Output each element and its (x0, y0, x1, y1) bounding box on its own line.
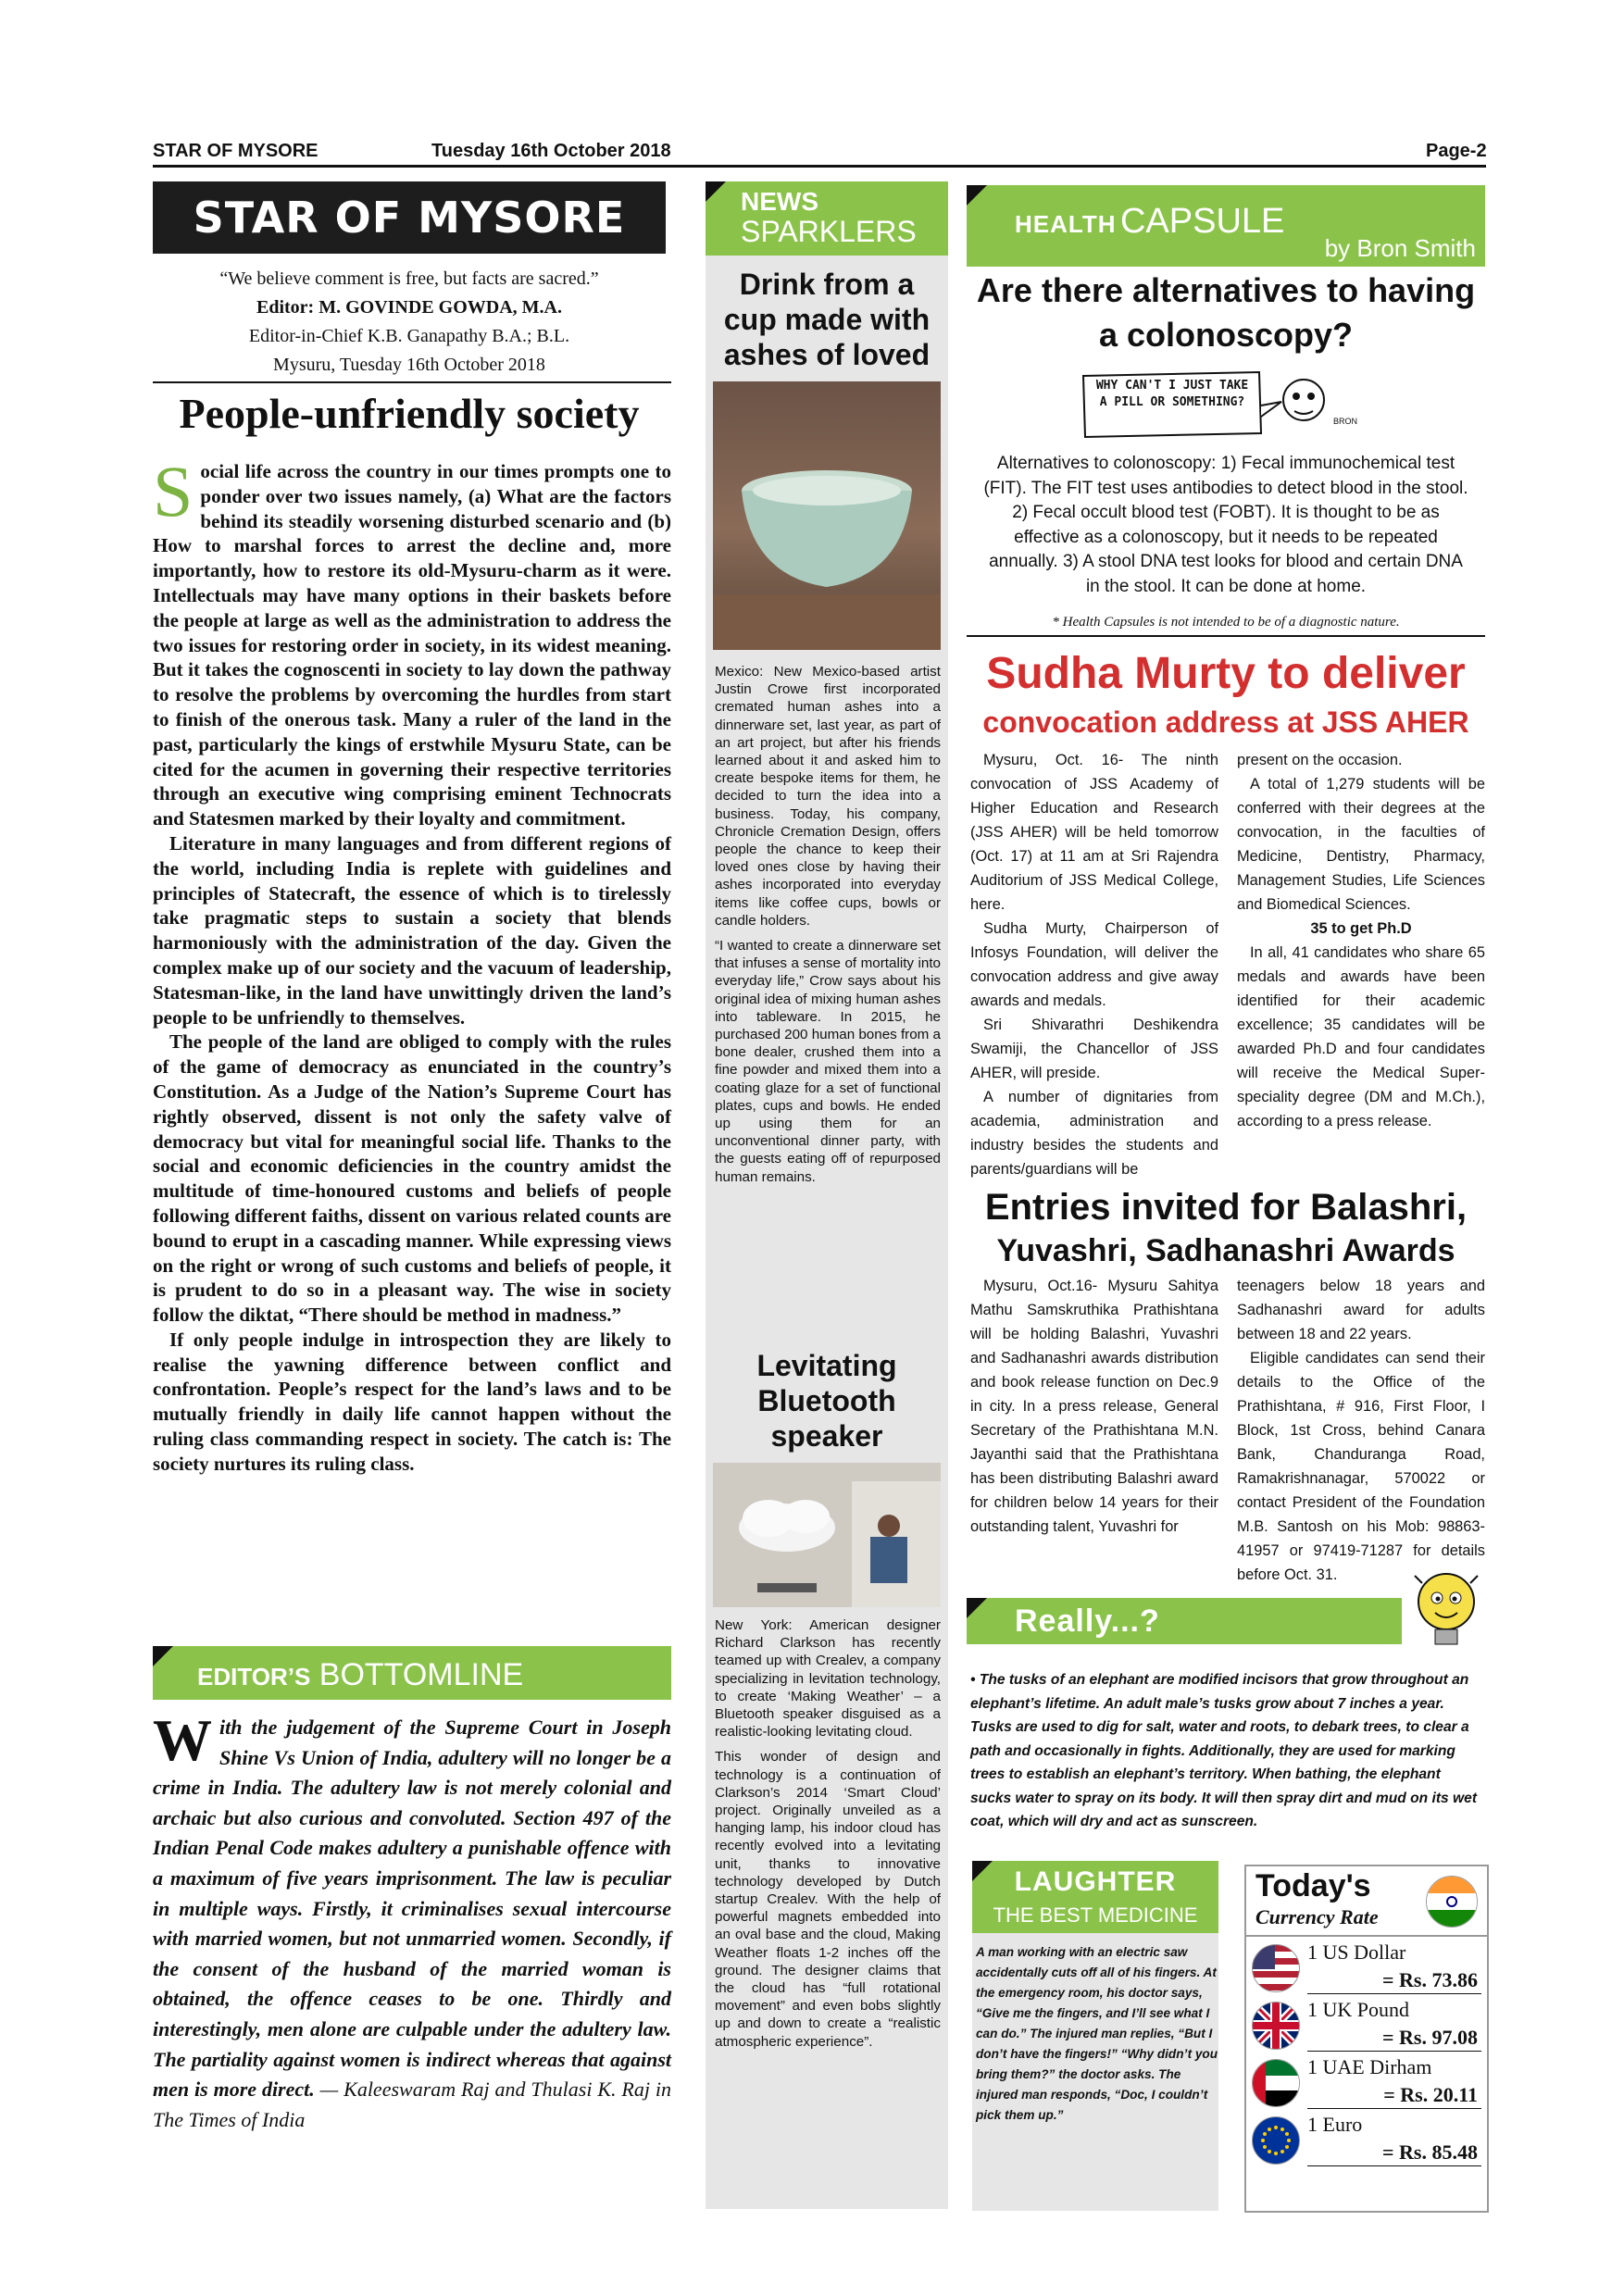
currency-underline (1307, 1993, 1481, 1994)
masthead-editor: Editor: M. GOVINDE GOWDA, M.A. (256, 297, 562, 318)
sparkler2-p2: This wonder of design and technology is a continuation of Clarkson’s 2014 ‘Smart Cloud’ project. Originally unveiled as a hanging lamp, his indoor cloud has recently evolved into a levitating unit, thanks to innovative technology developed by Dutch startup Crealev. With the help of powerful magnets embedded into an oval base and the cloud, Making Weather floats 1-2 inches off the ground. The designer claims that the cloud has “full rotational movement” and even bobs slightly up and down to create a “realistic atmospheric experience”. (715, 1749, 941, 2050)
sudha-p5: present on the occasion. (1237, 752, 1403, 768)
masthead-dateline: Mysuru, Tuesday 16th October 2018 (273, 355, 545, 375)
entries-p2: teenagers below 18 years and Sadhanashri award for adults between 18 and 22 years. (1237, 1278, 1485, 1342)
bottomline-label-bold: EDITOR’S (197, 1663, 311, 1691)
sparkler1-headline: Drink from a cup made with ashes of loved (723, 268, 931, 371)
masthead-motto: “We believe comment is free, but facts are sacred.” (219, 268, 599, 289)
currency-rule (1244, 1935, 1489, 1937)
masthead-editor-in-chief: Editor-in-Chief K.B. Ganapathy B.A.; B.L. (248, 326, 570, 346)
sudha-col1 (970, 748, 1218, 1181)
lightbulb-illustration (1407, 1565, 1485, 1657)
health-question: Are there alternatives to having a colonoscopy? (976, 271, 1476, 354)
sparkler1-photo (713, 381, 941, 650)
health-text: Alternatives to colonoscopy: 1) Fecal immunochemical test (FIT). The FIT test uses antibodies to detect blood in the stool. 2) Fecal occult blood test (FOBT). It is thought to be as effective as a colonoscopy, but it needs to be repeated annually. 3) A stool DNA test looks for blood and certain DNA in the stool. It can be done at home. (983, 454, 1468, 596)
bottomline-credit: — Kaleeswaram Raj and Thulasi K. Raj in The Times of India (153, 2078, 671, 2131)
currency-name: 1 UK Pound (1307, 1998, 1410, 2021)
entries-headline: Entries invited for Balashri, (984, 1187, 1468, 1228)
entries-p1: Mysuru, Oct.16- Mysuru Sahitya Mathu Samskruthika Prathishtana will be holding Balashri, Yuvashri and Sadhanashri awards distribution and book release function on Dec.9 in city. In a press release, General Secretary of the Prathishtana M.N. Jayanthi said that the Prathishtana has been distributing Balashri award for children below 14 years for their outstanding talent, Yuvashri for (970, 1278, 1218, 1535)
health-disclaimer: * Health Capsules is not intended to be of a diagnostic nature. (1052, 615, 1400, 630)
currency-name: 1 US Dollar (1307, 1940, 1406, 1964)
health-capsule-banner (967, 185, 1485, 267)
uk-flag-icon (1252, 2002, 1300, 2050)
currency-value: = Rs. 85.48 (1382, 2140, 1478, 2164)
currency-subtitle: Currency Rate (1255, 1905, 1379, 1928)
header-date: Tuesday 16th October 2018 (431, 141, 671, 161)
laughter-label2: THE BEST MEDICINE (993, 1903, 1198, 1927)
sudha-subhead: 35 to get Ph.D (1310, 920, 1412, 937)
editorial-p3: The people of the land are obliged to comply with the rules of the game of democracy as enunciated in the country’s Constitution. As a Judge of the Nation’s Supreme Court has rightly observed, dissent is not only the safety valve of democracy but vital for meaningful social life. Thanks to the social and economic deficiencies in the country amidst the multitude of time-honoured customs and beliefs of people following different faiths, dissent on various related counts are bound to erupt in a cascading manner. While expressing views on the right or wrong of such customs and beliefs of people, it is prudent to do so in a pleasant way. The wise in society follow the diktat, “There should be method in madness.” (153, 1030, 671, 1327)
editorial-body (153, 451, 671, 1477)
entries-p3: Eligible candidates can send their details to the Office of the Prathishtana, # 916, First Floor, I Block, 1st Cross, behind Canara Bank, Chanduranga Road, Ramakrishnanagar, 570022 or contact President of the Foundation M.B. Santosh on his Mob: 98863-41957 or 97419-71287 for details before Oct. 31. (1237, 1350, 1485, 1583)
masthead-info (153, 265, 666, 380)
cartoon-speech: WHY CAN'T I JUST TAKE A PILL OR SOMETHING? (1095, 379, 1249, 409)
sparkler1-text (715, 663, 941, 1193)
uae-flag-icon (1252, 2059, 1300, 2107)
laughter-label1: LAUGHTER (1014, 1866, 1177, 1897)
editorial-p1: ocial life across the country in our times prompts one to ponder over two issues namely, (a) What are the factors behind its steadily worsening disturbed scenario and (b) How to marshal forces to arrest the decline and, more importantly, how to restore its old-Mysuru-charm as it were. Intellectuals may have many options in their baskets before the people at large as well as the administration to address the two issues for restoring order in society, in its widest meaning. But it takes the cognoscenti in society to lay down the pathway to resolve the problems by overcoming the hurdles from start to finish of the onerous task. Many a ruler of the land in the past, particularly the kings of erstwhile Mysuru State, can be cited for the acumen in governing their respective territories through an executive wing comprising eminent Technocrats and Statesmen marked by their loyalty and commitment. (153, 460, 671, 830)
banner-corner (153, 1646, 173, 1666)
banner-corner (967, 1598, 987, 1618)
sudha-subheadline: convocation address at JSS AHER (982, 705, 1469, 739)
entries-col1 (970, 1274, 1218, 1539)
really-body: The tusks of an elephant are modified incisors that grow throughout an elephant’s lifetime. An adult male’s tusks grow about 7 inches a year. Tusks are used to dig for salt, water and roots, to debark trees, to clear a path and occasionally in fights. Additionally, they are used for marking trees to establish an elephant’s territory. When bathing, the elephant sucks water to spray on its body. It will then spray dirt and mud on its wet coat, which will dry and act as sunscreen. (970, 1672, 1478, 1829)
sparkler2-text (715, 1616, 941, 2058)
editorial-dropcap: S (153, 451, 194, 531)
sparkler2-headline: Levitating Bluetooth speaker (756, 1349, 897, 1453)
masthead-logo: STAR OF MYSORE (153, 181, 666, 254)
currency-underline (1307, 2165, 1481, 2166)
sudha-headline: Sudha Murty to deliver (986, 649, 1466, 698)
currency-name: 1 Euro (1307, 2113, 1363, 2136)
header-paper-name: STAR OF MYSORE (153, 141, 319, 161)
bottomline-banner (153, 1646, 671, 1700)
currency-underline (1307, 2051, 1481, 2052)
sudha-p1: Mysuru, Oct. 16- The ninth convocation of JSS Academy of Higher Education and Research (JSS AHER) will be held tomorrow (Oct. 17) at 11 am at Sri Rajendra Auditorium of JSS Medical College, here. (970, 752, 1218, 913)
bottomline-dropcap: W (153, 1707, 212, 1773)
laughter-text: A man working with an electric saw accidentally cuts off all of his fingers. At the emergency room, his doctor says, “Give me the fingers, and I’ll see what I can do.” The injured man replies, “But I don’t have the fingers!” “Why didn’t you bring them?” the doctor asks. The injured man responds, “Doc, I couldn’t pick them up.” (976, 1945, 1218, 2122)
sparkler1-p1: Mexico: New Mexico-based artist Justin Crowe first incorporated cremated human ashes into a dinnerware set, last year, as part of an art project, but after his friends learned about it and asked him to create bespoke items for them, he decided to turn the idea into a business. Today, his company, Chronicle Cremation Design, offers people the chance to keep their loved ones close by having their ashes incorporated into everyday items like coffee cups, bowls or candle holders. (715, 664, 941, 929)
bowl-illustration (713, 381, 941, 650)
health-label-bold: HEALTH (1015, 210, 1117, 238)
entries-col2 (1237, 1274, 1485, 1587)
us-flag-icon (1252, 1944, 1300, 1992)
editorial-p2: Literature in many languages and from different regions of the world, including India is replete with guidelines and principles of Statecraft, the essence of which is to tirelessly take pragmatic steps to sustain a society that blends harmoniously with the administration of the day. Given the complex make up of our society and the vacuum of leadership, Statesman-like, in the land have unwittingly driven the land’s people to be unfriendly to themselves. (153, 831, 671, 1029)
india-flag-icon (1426, 1876, 1478, 1928)
really-text (970, 1668, 1485, 1834)
health-rule (967, 635, 1485, 637)
sudha-p3: Sri Shivarathri Deshikendra Swamiji, the Chancellor of JSS AHER, will preside. (970, 1017, 1218, 1081)
currency-underline (1307, 2108, 1481, 2109)
really-label: Really...? (1015, 1603, 1160, 1639)
sparkler2-p1: New York: American designer Richard Clarkson has recently teamed up with Crealev, a company specializing in levitation technology, to create ‘Making Weather’ – a Bluetooth speaker disguised as a realistic-looking levitating cloud. (715, 1617, 941, 1741)
currency-row-eur (1252, 2113, 1481, 2168)
banner-corner (967, 185, 987, 206)
bottomline-text (153, 1707, 671, 2135)
health-label-light: CAPSULE (1119, 202, 1285, 241)
cloud-speaker-illustration (713, 1463, 941, 1607)
masthead-rule (153, 381, 671, 383)
currency-row-usd (1252, 1940, 1481, 1996)
bullet-icon: • (970, 1672, 980, 1688)
sudha-p2: Sudha Murty, Chairperson of Infosys Foundation, will deliver the convocation address and give away awards and medals. (970, 920, 1218, 1009)
currency-row-aed (1252, 2055, 1481, 2111)
svg-text:BRON: BRON (1333, 417, 1358, 426)
editorial-title: People-unfriendly society (179, 390, 640, 437)
sudha-p6: A total of 1,279 students will be conferred with their degrees at the convocation, in the faculties of Medicine, Dentistry, Pharmacy, Management Studies, Life Sciences and Biomedical Sciences. (1237, 776, 1485, 913)
header-page: Page-2 (1426, 141, 1487, 161)
news-label2: SPARKLERS (741, 215, 917, 248)
lightbulb-icon (1407, 1565, 1485, 1657)
banner-corner (706, 181, 726, 202)
news-label1: NEWS (741, 187, 818, 216)
health-cartoon (1078, 368, 1359, 443)
currency-title: Today's (1255, 1868, 1371, 1903)
really-banner (967, 1598, 1402, 1644)
eu-flag-icon (1252, 2116, 1300, 2165)
laughter-banner (972, 1861, 1218, 1933)
currency-value: = Rs. 73.86 (1382, 1968, 1478, 1991)
sparkler2-photo (713, 1463, 941, 1607)
editorial-p4: If only people indulge in introspection they are likely to realise the yawning difference between conflict and confrontation. People’s respect for the land’s laws and to be mutually friendly in daily life cannot happen without the ruling class commanding respect in society. The catch is: The society nurtures its ruling class. (153, 1328, 671, 1475)
currency-value: = Rs. 97.08 (1382, 2026, 1478, 2049)
sudha-p7: In all, 41 candidates who share 65 medals and awards have been identified for their academic excellence; 35 candidates will be awarded Ph.D and four candidates will receive the Medical Super-speciality degree (DM and M.Ch.), according to a press release. (1237, 944, 1485, 1129)
bottomline-body: ith the judgement of the Supreme Court in Joseph Shine Vs Union of India, adultery will no longer be a crime in India. The adultery law is not merely colonial and archaic but also curious and convoluted. Section 497 of the Indian Penal Code makes adultery a punishable offence with a maximum of five years imprisonment. The law is peculiar in multiple ways. Firstly, it criminalises sexual intercourse with married women, but not unmarried women. Secondly, if the consent of the husband of the married woman is obtained, the offence ceases to be one. Thirdly and interestingly, men alone are culpable under the adultery law. The partiality against women is indirect whereas that against men is more direct. (153, 1716, 671, 2102)
bottomline-label-light: BOTTOMLINE (319, 1657, 524, 1692)
sudha-col2 (1237, 748, 1485, 1133)
sudha-p4: A number of dignitaries from academia, administration and industry besides the students and parents/guardians will be (970, 1089, 1218, 1178)
currency-row-gbp (1252, 1998, 1481, 2053)
news-sparklers-banner (706, 181, 948, 256)
currency-name: 1 UAE Dirham (1307, 2055, 1432, 2078)
currency-value: = Rs. 20.11 (1383, 2083, 1478, 2106)
sparkler1-p2: “I wanted to create a dinnerware set that infuses a sense of mortality into everyday life,” Crow says about his original idea of mixing human ashes into tableware. In 2015, he purchased 200 human bones from a bone dealer, crushed them into a fine powder and mixed them into a coating glaze for a set of functional plates, cups and bowls. He ended up using them for an unconventional dinner party, with the guests eating off of repurposed human remains. (715, 938, 942, 1185)
health-byline: by Bron Smith (1324, 234, 1476, 262)
header-rule (153, 165, 1486, 168)
entries-subheadline: Yuvashri, Sadhanashri Awards (996, 1233, 1455, 1268)
